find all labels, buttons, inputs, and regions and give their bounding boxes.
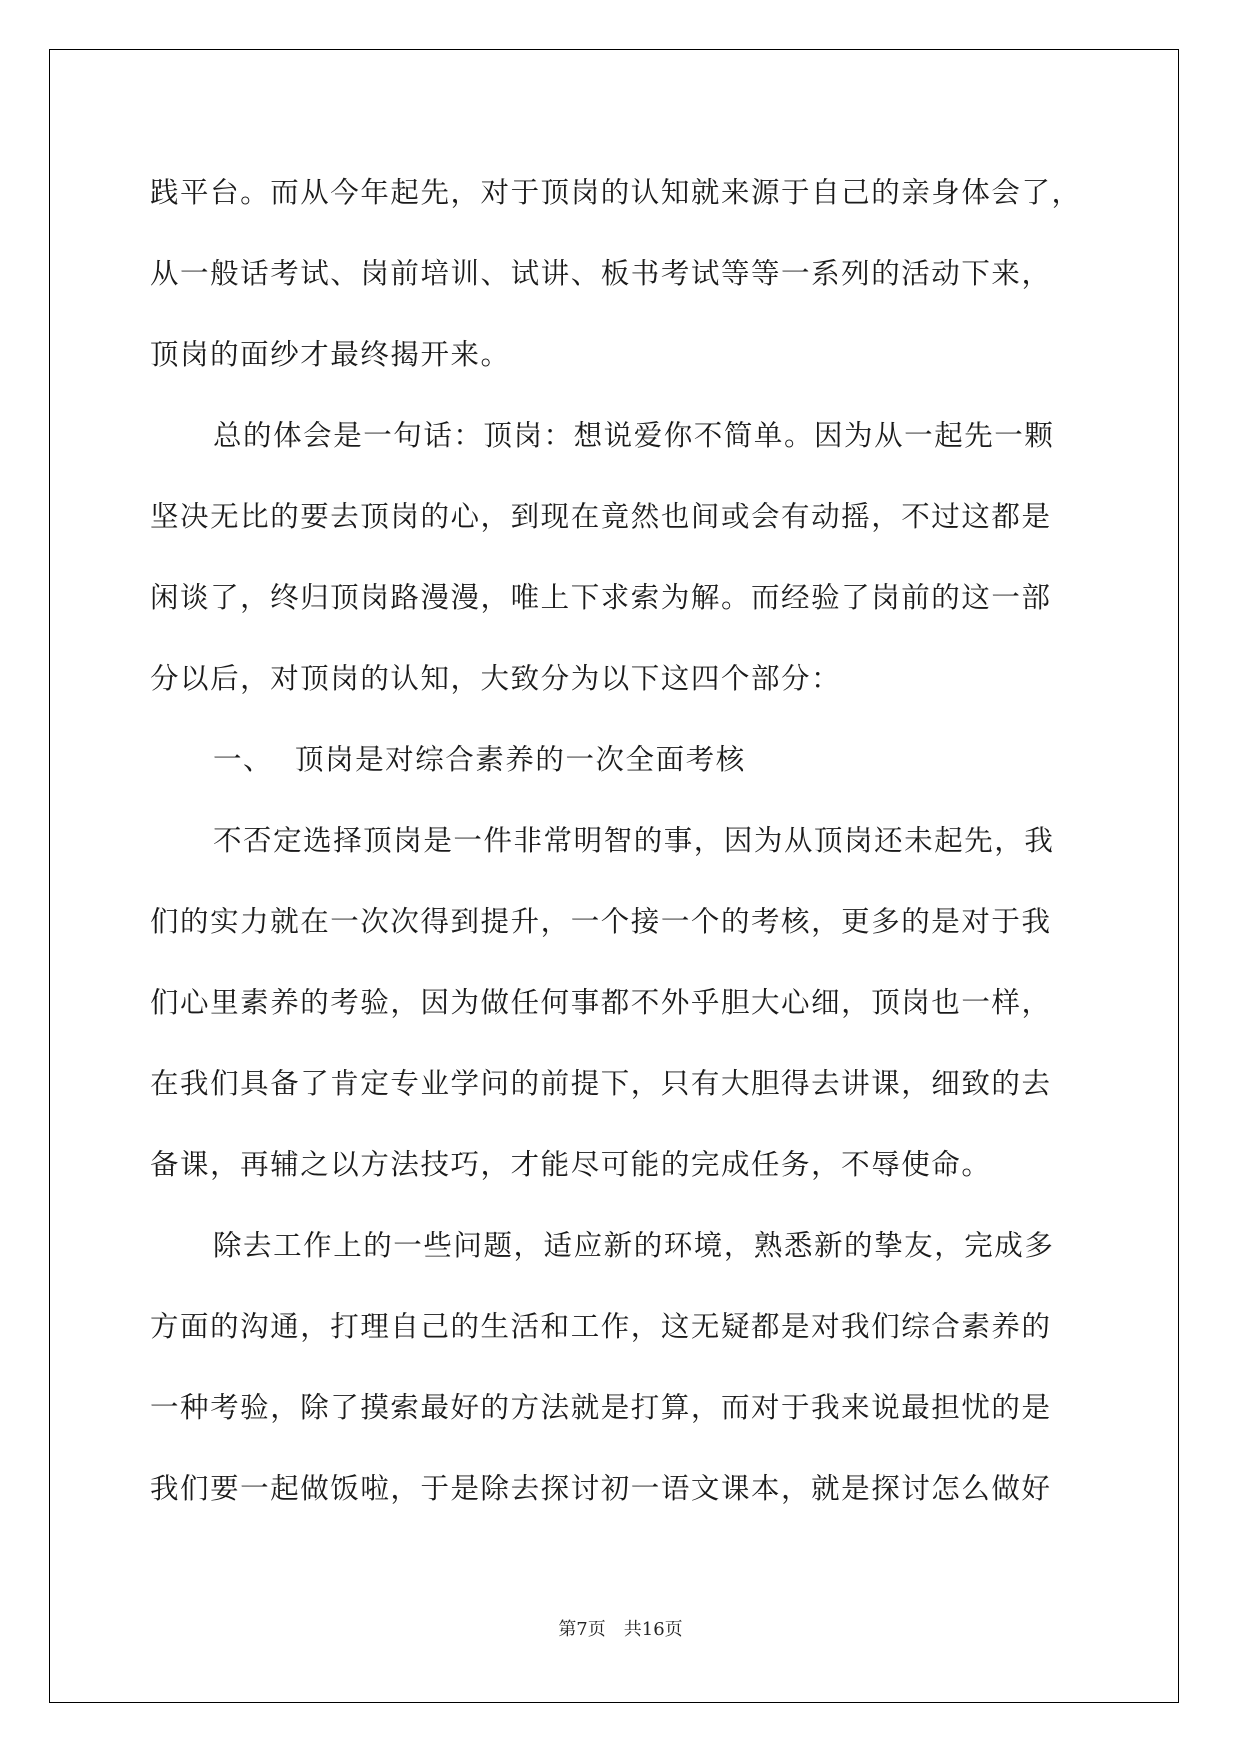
text-line: 坚决无比的要去顶岗的心，到现在竟然也间或会有动摇，不过这都是 xyxy=(150,500,1052,533)
page-number: 第7页 xyxy=(558,1619,606,1640)
section-heading xyxy=(150,719,1090,800)
page-footer xyxy=(0,1615,1241,1641)
text-line: 们的实力就在一次次得到提升，一个接一个的考核，更多的是对于我 xyxy=(150,905,1052,938)
text-line: 顶岗的面纱才最终揭开来。 xyxy=(150,338,511,371)
text-line: 分以后，对顶岗的认知，大致分为以下这四个部分： xyxy=(150,662,842,695)
text-line: 一种考验，除了摸索最好的方法就是打算，而对于我来说最担忧的是 xyxy=(150,1391,1052,1424)
paragraph-start-line: 除去工作上的一些问题，适应新的环境，熟悉新的挚友，完成多 xyxy=(213,1229,1055,1262)
text-line: 们心里素养的考验，因为做任何事都不外乎胆大心细，顶岗也一样， xyxy=(150,986,1052,1019)
paragraph-start-line: 总的体会是一句话：顶岗：想说爱你不简单。因为从一起先一颗 xyxy=(213,419,1055,452)
paragraph-start-line: 不否定选择顶岗是一件非常明智的事，因为从顶岗还未起先，我 xyxy=(213,824,1055,857)
text-line: 我们要一起做饭啦，于是除去探讨初一语文课本，就是探讨怎么做好 xyxy=(150,1472,1052,1505)
section-heading-text: 顶岗是对综合素养的一次全面考核 xyxy=(295,743,746,776)
text-line: 在我们具备了肯定专业学问的前提下，只有大胆得去讲课，细致的去 xyxy=(150,1067,1052,1100)
document-body xyxy=(150,152,1090,1529)
text-line: 从一般话考试、岗前培训、试讲、板书考试等等一系列的活动下来， xyxy=(150,257,1052,290)
page-total: 共16页 xyxy=(623,1619,683,1640)
text-line: 方面的沟通，打理自己的生活和工作，这无疑都是对我们综合素养的 xyxy=(150,1310,1052,1343)
section-heading-number: 一、 xyxy=(213,743,274,776)
text-line: 践平台。而从今年起先，对于顶岗的认知就来源于自己的亲身体会了， xyxy=(150,176,1082,209)
text-line: 备课，再辅之以方法技巧，才能尽可能的完成任务，不辱使命。 xyxy=(150,1148,992,1181)
text-line: 闲谈了，终归顶岗路漫漫，唯上下求索为解。而经验了岗前的这一部 xyxy=(150,581,1052,614)
